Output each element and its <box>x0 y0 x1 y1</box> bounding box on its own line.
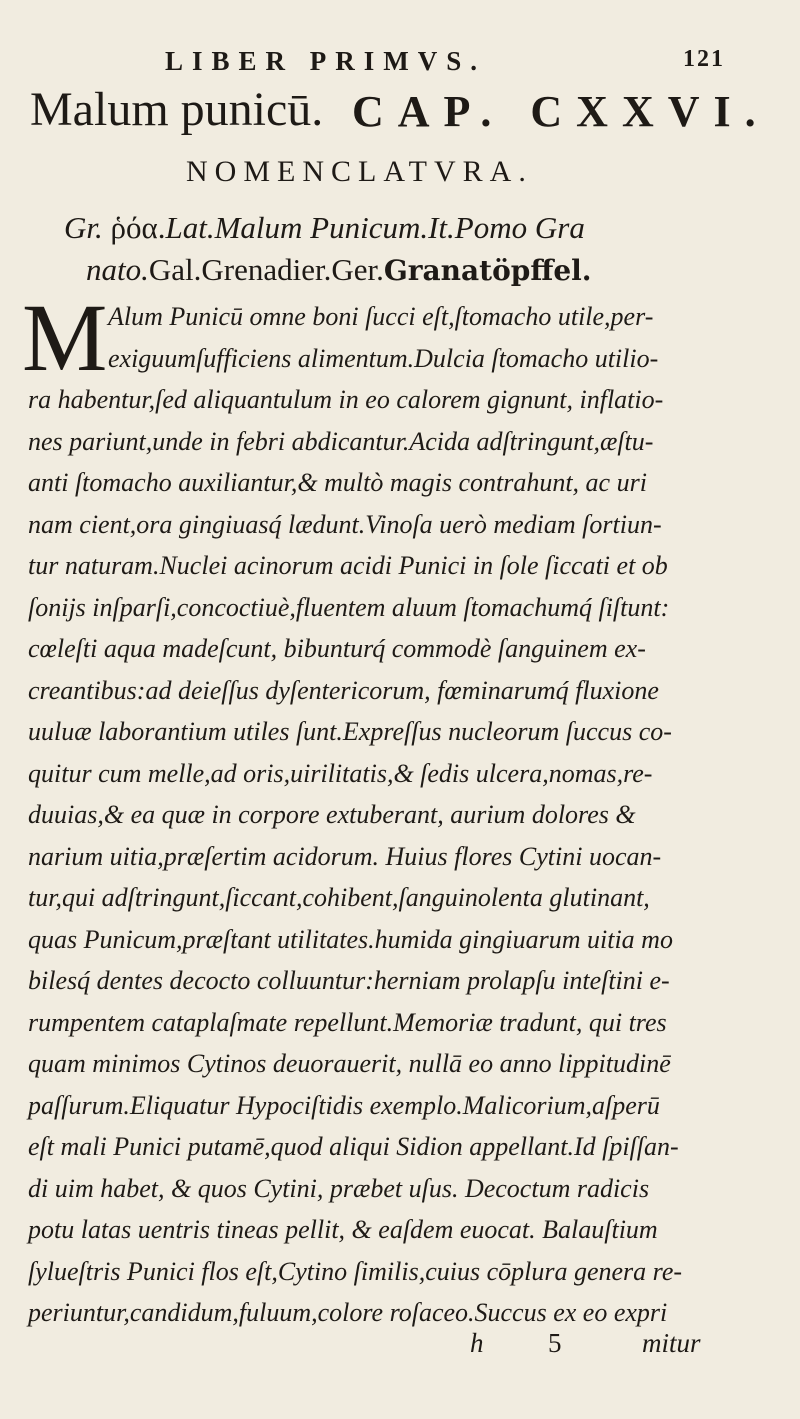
body-line: paſſurum.Eliquatur Hypociſtidis exemplo.Malicorium,aſperū <box>28 1090 660 1120</box>
body-line: tur naturam.Nuclei acinorum acidi Punici in ſole ſiccati et ob <box>28 551 668 580</box>
body-text <box>28 296 718 1334</box>
body-line: uuluæ laborantium utiles ſunt.Expreſſus nucleorum ſuccus co- <box>28 717 672 746</box>
drop-capital: M <box>22 284 108 391</box>
italian-name-end: nato. <box>86 252 149 287</box>
catchword: mitur <box>642 1328 701 1358</box>
body-line: anti ſtomacho auxiliantur,& multò magis contrahunt, ac uri <box>28 468 647 497</box>
chapter-title: Malum punicū. <box>30 83 324 136</box>
body-line: quitur cum melle,ad oris,uirilitatis,& ſedis ulcera,nomas,re- <box>28 758 653 788</box>
french-german-label: Gal.Grenadier.Ger. <box>148 252 384 287</box>
body-line: ra habentur,ſed aliquantulum in eo calorem gignunt, inflatio- <box>28 385 664 414</box>
body-line: bilesq́ dentes decocto colluuntur:herniam prolapſu inteſtini e- <box>28 966 670 995</box>
catchline <box>470 1328 730 1368</box>
nomenclature-line-2 <box>64 249 744 292</box>
nomenclature-block <box>64 207 744 292</box>
running-head <box>165 40 725 84</box>
body-line: rumpentem cataplaſmate repellunt.Memoriæ tradunt, qui tres <box>28 1007 667 1037</box>
greek-name: ῥόα. <box>110 210 166 245</box>
body-line: narium uitia,præſertim acidorum. Huius flores Cytini uocan- <box>28 841 662 871</box>
body-line: cœleſti aqua madeſcunt, bibunturq́ commodè ſanguinem ex- <box>28 634 646 663</box>
body-line: nam cient,ora gingiuasq́ lædunt.Vinoſa uerò mediam ſortiun- <box>28 509 662 539</box>
german-name: Granatöpffel. <box>383 254 592 287</box>
chapter-number: CAP. CXXVI. <box>352 87 770 136</box>
running-head-title: LIBER PRIMVS. <box>165 46 487 76</box>
body-line: di uim habet, & quos Cytini, præbet uſus. Decoctum radicis <box>28 1173 650 1203</box>
body-line: ſonijs inſparſi,concoctiuè,fluentem aluum ſtomachumq́ ſiſtunt: <box>28 592 670 622</box>
body-line: periuntur,candidum,fuluum,colore roſaceo.Succus ex eo expri <box>28 1298 668 1327</box>
nomenclature-line-1 <box>64 207 744 249</box>
body-line: exiguumſufficiens alimentum.Dulcia ſtomacho utilio- <box>108 343 659 373</box>
page-number: 121 <box>683 46 725 72</box>
body-line: creantibus:ad deieſſus dyſentericorum, fœminarumq́ fluxione <box>28 675 659 705</box>
body-line: tur,qui adſtringunt,ſiccant,cohibent,ſanguinolenta glutinant, <box>28 883 650 912</box>
body-line: Alum Punicū omne boni ſucci eſt,ſtomacho utile,per- <box>108 302 654 331</box>
body-line: potu latas uentris tineas pellit, & eaſdem euocat. Balauſtium <box>28 1215 658 1244</box>
signature-mark: h <box>470 1328 484 1358</box>
body-line: quas Punicum,præſtant utilitates.humida gingiuarum uitia mo <box>28 924 673 954</box>
signature-number: 5 <box>548 1328 562 1358</box>
body-line: eſt mali Punici putamē,quod aliqui Sidion appellant.Id ſpiſſan- <box>28 1132 679 1161</box>
greek-label: Gr. <box>64 210 103 245</box>
latin-italian-names: Lat.Malum Punicum.It.Pomo Gra <box>165 210 585 245</box>
body-line: ſylueſtris Punici flos eſt,Cytino ſimilis,cuius cōplura genera re- <box>28 1256 683 1286</box>
chapter-heading <box>30 82 770 142</box>
body-line: quam minimos Cytinos deuorauerit, nullā eo anno lippitudinē <box>28 1049 671 1078</box>
body-line: nes pariunt,unde in febri abdicantur.Acida adſtringunt,æſtu- <box>28 426 654 456</box>
section-heading: NOMENCLATVRA. <box>186 155 533 188</box>
body-line: duuias,& ea quæ in corpore extuberant, aurium dolores & <box>28 800 636 829</box>
